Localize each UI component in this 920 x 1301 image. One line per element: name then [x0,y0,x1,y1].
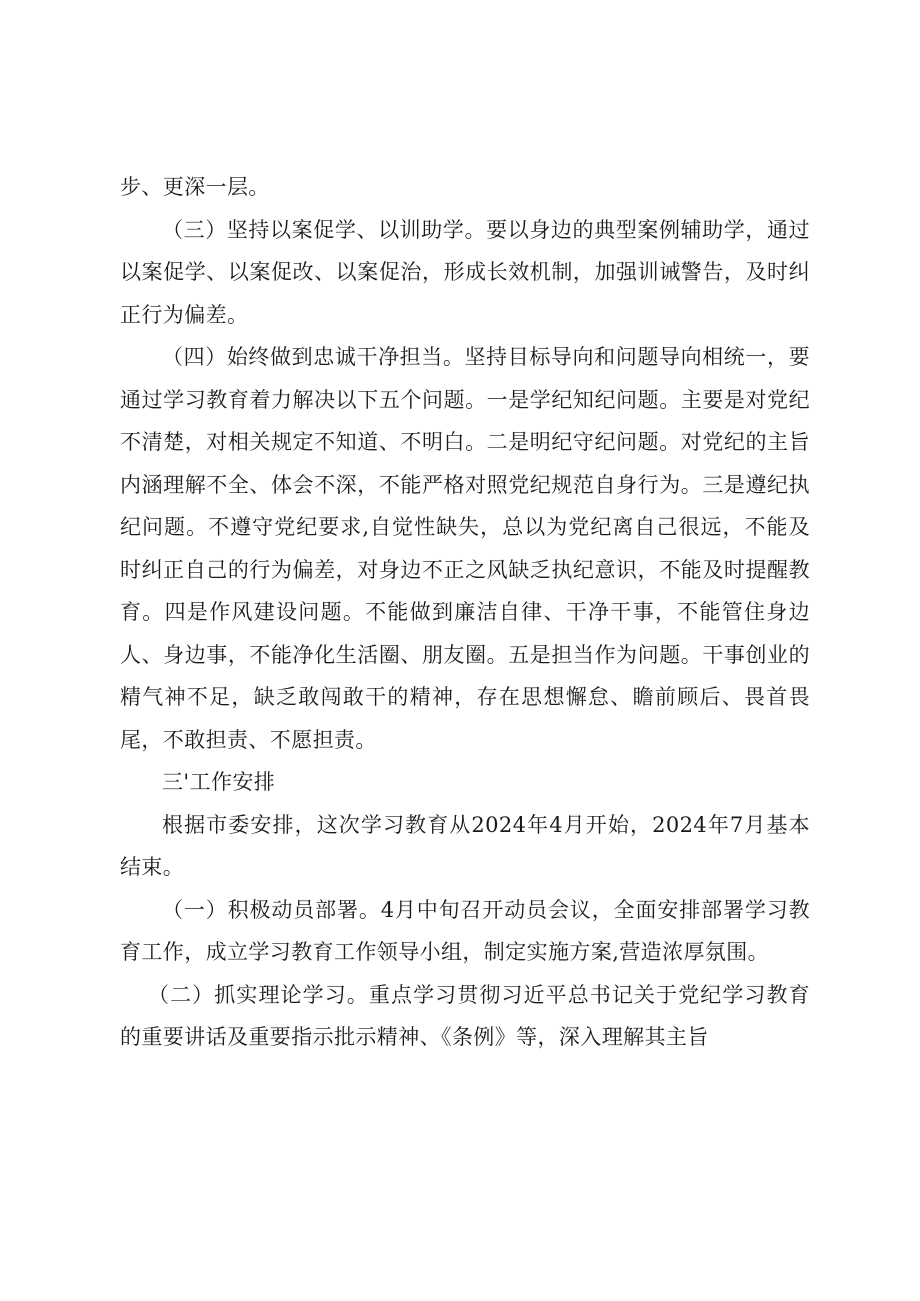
paragraph-continuation: 步、更深一层。 [120,175,270,199]
paragraph-item-1: （一）积极动员部署。4月中旬召开动员会议，全面安排部署学习教育工作，成立学习教育工作领导小组，制定实施方案,营造浓厚氛围。 [120,897,810,964]
document-body [120,166,810,1059]
section-heading-work-arrangement: 三'工作安排 [162,770,276,794]
paragraph-schedule: 根据市委安排，这次学习教育从2024年4月开始，2024年7月基本结束。 [120,812,810,879]
paragraph-item-2: （二）抓实理论学习。重点学习贯彻习近平总书记关于党纪学习教育的重要讲话及重要指示批示精神、《条例》等，深入理解其主旨 [120,982,810,1049]
paragraph-section-3: （三）坚持以案促学、以训助学。要以身边的典型案例辅助学，通过以案促学、以案促改、以案促治，形成长效机制，加强训诫警告，及时纠正行为偏差。 [120,217,810,327]
paragraph-section-4: （四）始终做到忠诚干净担当。坚持目标导向和问题导向相统一，要通过学习教育着力解决以下五个问题。一是学纪知纪问题。主要是对党纪不清楚，对相关规定不知道、不明白。二是明纪守纪问题。对党纪的主旨内涵理解不全、体会不深，不能严格对照党纪规范自身行为。三是遵纪执纪问题。不遵守党纪要求,自觉性缺失，总以为党纪离自己很远，不能及时纠正自己的行为偏差，对身边不正之风缺乏执纪意识，不能及时提醒教育。四是作风建设问题。不能做到廉洁自律、干净干事，不能管住身边人、身边事，不能净化生活圈、朋友圈。五是担当作为问题。干事创业的精气神不足，缺乏敢闯敢干的精神，存在思想懈怠、瞻前顾后、畏首畏尾，不敢担责、不愿担责。 [120,345,810,752]
